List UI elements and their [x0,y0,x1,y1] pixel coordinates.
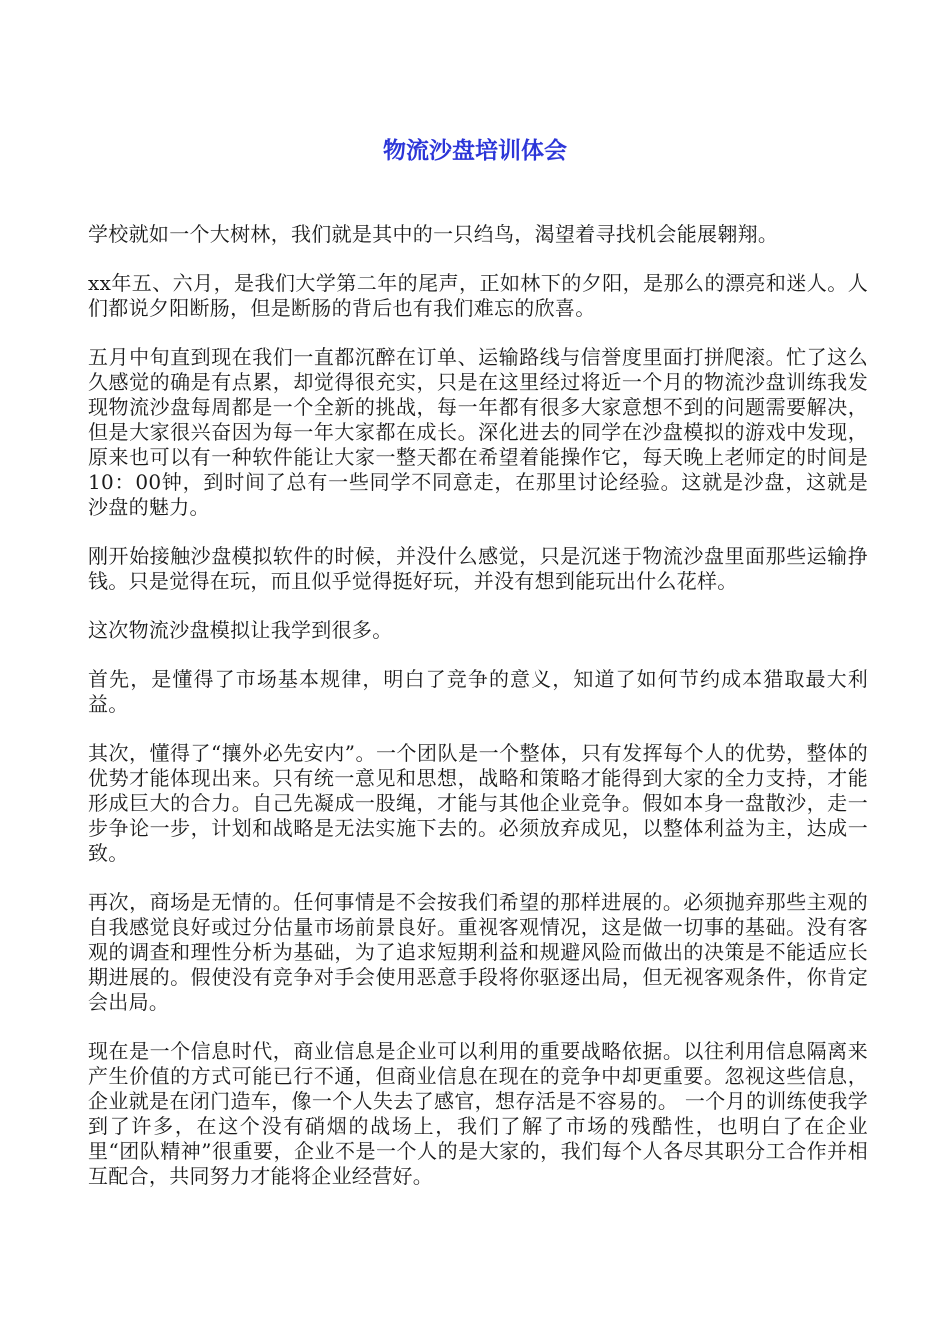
paragraph-5: 这次物流沙盘模拟让我学到很多。 [88,618,393,642]
paragraph-8: 再次，商场是无情的。任何事情是不会按我们希望的那样进展的。必须抛弃那些主观的自我感觉良好或过分估量市场前景良好。重视客观情况，这是做一切事的基础。没有客观的调查和理性分析为基础，为了追求短期利益和规避风险而做出的决策是不能适应长期进展的。假使没有竞争对手会使用恶意手段将你驱逐出局，但无视客观条件，你肯定会出局。 [88,890,868,1014]
paragraph-6: 首先，是懂得了市场基本规律，明白了竞争的意义，知道了如何节约成本猎取最大利益。 [88,667,868,716]
paragraph-4: 刚开始接触沙盘模拟软件的时候，并没什么感觉，只是沉迷于物流沙盘里面那些运输挣钱。只是觉得在玩，而且似乎觉得挺好玩，并没有想到能玩出什么花样。 [88,544,868,593]
document-title: 物流沙盘培训体会 [383,138,567,164]
paragraph-1: 学校就如一个大树林，我们就是其中的一只绉鸟，渴望着寻找机会能展翱翔。 [88,222,779,246]
paragraph-7: 其次，懂得了“攘外必先安内”。一个团队是一个整体，只有发挥每个人的优势，整体的优势才能体现出来。只有统一意见和思想，战略和策略才能得到大家的全力支持，才能形成巨大的合力。自己先凝成一股绳，才能与其他企业竞争。假如本身一盘散沙，走一步争论一步，计划和战略是无法实施下去的。必须放弃成见，以整体利益为主，达成一致。 [88,741,868,865]
paragraph-2: xx年五、六月，是我们大学第二年的尾声，正如林下的夕阳，是那么的漂亮和迷人。人们都说夕阳断肠，但是断肠的背后也有我们难忘的欣喜。 [88,271,868,320]
paragraph-3: 五月中旬直到现在我们一直都沉醉在订单、运输路线与信誉度里面打拼爬滚。忙了这么久感觉的确是有点累，却觉得很充实，只是在这里经过将近一个月的物流沙盘训练我发现物流沙盘每周都是一个全新的挑战，每一年都有很多大家意想不到的问题需要解决，但是大家很兴奋因为每一年大家都在成长。深化进去的同学在沙盘模拟的游戏中发现，原来也可以有一种软件能让大家一整天都在希望着能操作它，每天晚上老师定的时间是10：00钟，到时间了总有一些同学不同意走，在那里讨论经验。这就是沙盘，这就是沙盘的魅力。 [88,345,868,519]
paragraph-9: 现在是一个信息时代，商业信息是企业可以利用的重要战略依据。以往利用信息隔离来产生价值的方式可能已行不通，但商业信息在现在的竞争中却更重要。忽视这些信息，企业就是在闭门造车，像一个人失去了感官，想存活是不容易的。 一个月的训练使我学到了许多，在这个没有硝烟的战场上，我们了解了市场的残酷性，也明白了在企业里“团队精神”很重要，企业不是一个人的是大家的，我们每个人各尽其职分工合作并相互配合，共同努力才能将企业经营好。 [88,1039,868,1188]
document-body [88,222,868,1213]
